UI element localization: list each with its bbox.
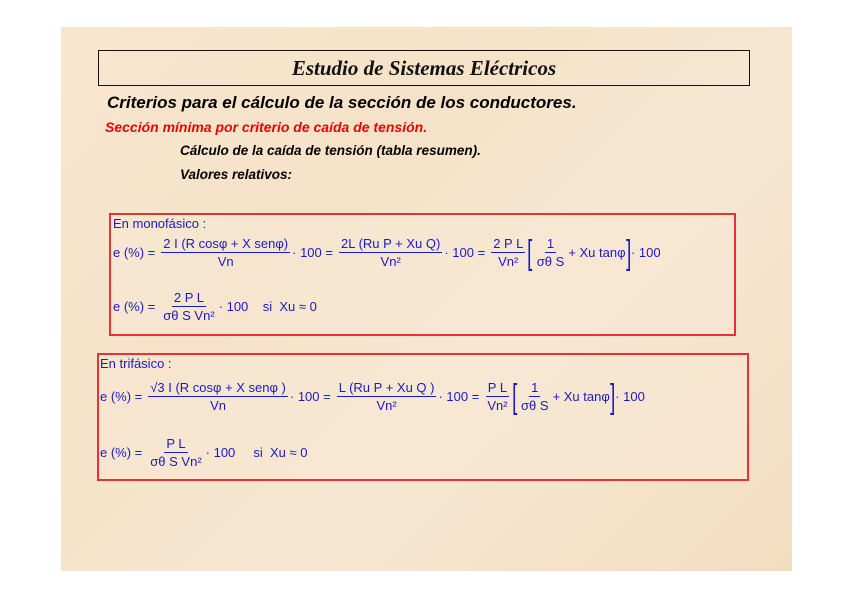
denominator: Vn² [498, 254, 519, 269]
numerator: P L [487, 380, 508, 395]
numerator: 1 [531, 380, 539, 395]
denominator: Vn [217, 254, 234, 269]
eq-lhs: e (%) = [100, 389, 143, 404]
fraction-term-1 [161, 236, 290, 269]
fraction-term-3 [485, 380, 509, 413]
eq-lhs: e (%) = [113, 299, 156, 314]
times-100: · 100 = [438, 389, 480, 404]
fraction-term-3 [491, 236, 525, 269]
denominator: Vn [210, 398, 227, 413]
numerator: √3 I (R cosφ + X senφ ) [150, 380, 286, 395]
numerator: P L [166, 436, 186, 451]
single-phase-equation-2 [113, 290, 317, 323]
numerator: 2 P L [173, 290, 205, 305]
times-100: · 100 = [289, 389, 331, 404]
denominator: Vn² [487, 398, 508, 413]
bracket-fraction [519, 380, 551, 413]
right-bracket: ] [609, 377, 616, 416]
denominator: σθ S Vn² [163, 308, 215, 323]
bracket-rest: + Xu tanφ [552, 389, 610, 404]
denominator: Vn² [380, 254, 401, 269]
fraction-term-1 [148, 380, 288, 413]
eq-lhs: e (%) = [100, 445, 143, 460]
left-bracket: [ [527, 233, 533, 272]
eq2-tail: · 100 si Xu ≈ 0 [205, 445, 308, 460]
denominator: σθ S Vn² [150, 454, 202, 469]
three-phase-equation-2 [100, 436, 307, 469]
heading: Criterios para el cálculo de la sección de los conductores. [107, 93, 577, 112]
eq2-tail: · 100 si Xu ≈ 0 [218, 299, 317, 314]
single-phase-label: En monofásico : [113, 216, 207, 231]
summary-line: Cálculo de la caída de tensión (tabla resumen). [180, 143, 481, 158]
denominator: σθ S [521, 398, 549, 413]
slide-title: Estudio de Sistemas Eléctricos [291, 55, 557, 80]
bracket-fraction [535, 236, 567, 269]
numerator: 2L (Ru P + Xu Q) [340, 236, 441, 251]
denominator: Vn² [376, 398, 397, 413]
three-phase-equation-1 [100, 377, 645, 416]
times-100: · 100 = [444, 245, 486, 260]
numerator: 2 I (R cosφ + X senφ) [163, 236, 289, 251]
three-phase-label: En trifásico : [100, 356, 172, 371]
times-100: · 100 = [292, 245, 333, 260]
fraction-term-2 [339, 236, 442, 269]
end-100: · 100 [615, 389, 645, 404]
numerator: 1 [546, 236, 555, 251]
end-100: · 100 [630, 245, 661, 260]
numerator: L (Ru P + Xu Q ) [338, 380, 435, 395]
single-phase-equation-1 [113, 233, 661, 272]
subheading: Sección mínima por criterio de caída de tensión. [105, 119, 428, 135]
relative-values-line: Valores relativos: [180, 167, 293, 182]
numerator: 2 P L [493, 236, 524, 251]
fraction-term-2 [337, 380, 437, 413]
fraction-term [161, 290, 216, 323]
left-bracket: [ [511, 377, 517, 416]
fraction-term [148, 436, 203, 469]
bracket-rest: + Xu tanφ [568, 245, 626, 260]
eq-lhs: e (%) = [113, 245, 156, 260]
title-box [98, 50, 750, 86]
right-bracket: ] [625, 233, 631, 272]
denominator: σθ S [536, 254, 565, 269]
